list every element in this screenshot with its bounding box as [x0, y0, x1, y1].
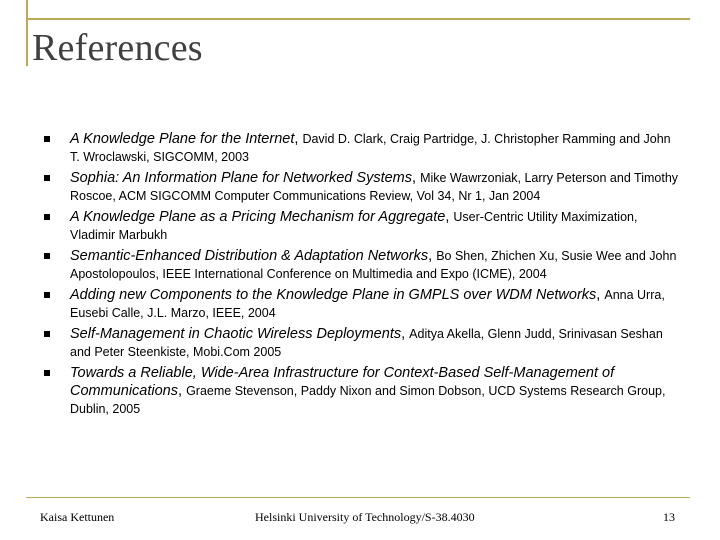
reference-details: David D. Clark, Craig Partridge, J. Christopher Ramming and John T. Wroclawski, SIGCOMM, 2003 [70, 132, 671, 164]
reference-title: Semantic-Enhanced Distribution & Adaptation Networks , [70, 248, 436, 264]
square-bullet-icon [44, 136, 50, 142]
reference-details: User-Centric Utility Maximization, Vladimir Marbukh [70, 210, 638, 242]
title-frame-vertical-line [26, 0, 28, 66]
reference-details: Graeme Stevenson, Paddy Nixon and Simon Dobson, UCD Systems Research Group, Dublin, 2005 [70, 384, 666, 416]
reference-item [40, 325, 680, 361]
reference-title: A Knowledge Plane for the Internet , [70, 131, 302, 147]
reference-title: Sophia: An Information Plane for Networked Systems , [70, 170, 420, 186]
reference-details: Anna Urra, Eusebi Calle, J.L. Marzo, IEEE, 2004 [70, 288, 665, 320]
reference-title: Towards a Reliable, Wide-Area Infrastructure for Context-Based Self-Management of Communications , [70, 365, 614, 399]
reference-list [40, 130, 680, 421]
reference-title: A Knowledge Plane as a Pricing Mechanism for Aggregate , [70, 209, 453, 225]
square-bullet-icon [44, 175, 50, 181]
square-bullet-icon [44, 214, 50, 220]
reference-details: Mike Wawrzoniak, Larry Peterson and Timothy Roscoe, ACM SIGCOMM Computer Communications Review, Vol 34, Nr 1, Jan 2004 [70, 171, 679, 203]
reference-item [40, 208, 680, 244]
square-bullet-icon [44, 331, 50, 337]
reference-item [40, 286, 680, 322]
footer-divider [26, 497, 690, 498]
reference-title: Adding new Components to the Knowledge Plane in GMPLS over WDM Networks , [70, 287, 604, 303]
reference-item [40, 247, 680, 283]
title-frame-horizontal-line [26, 18, 690, 20]
footer-institution: Helsinki University of Technology/S-38.4030 [255, 510, 475, 524]
square-bullet-icon [44, 292, 50, 298]
footer-page-number: 13 [663, 510, 675, 524]
square-bullet-icon [44, 253, 50, 259]
square-bullet-icon [44, 370, 50, 376]
reference-details: Aditya Akella, Glenn Judd, Srinivasan Seshan and Peter Steenkiste, Mobi.Com 2005 [70, 327, 663, 359]
footer-author: Kaisa Kettunen [40, 510, 115, 524]
reference-title: Self-Management in Chaotic Wireless Deployments , [70, 326, 409, 342]
reference-item [40, 130, 680, 166]
reference-item [40, 364, 680, 418]
reference-item [40, 169, 680, 205]
reference-details: Bo Shen, Zhichen Xu, Susie Wee and John Apostolopoulos, IEEE International Conference on Multimedia and Expo (ICME), 2004 [70, 249, 677, 281]
slide-title: References [32, 27, 203, 69]
